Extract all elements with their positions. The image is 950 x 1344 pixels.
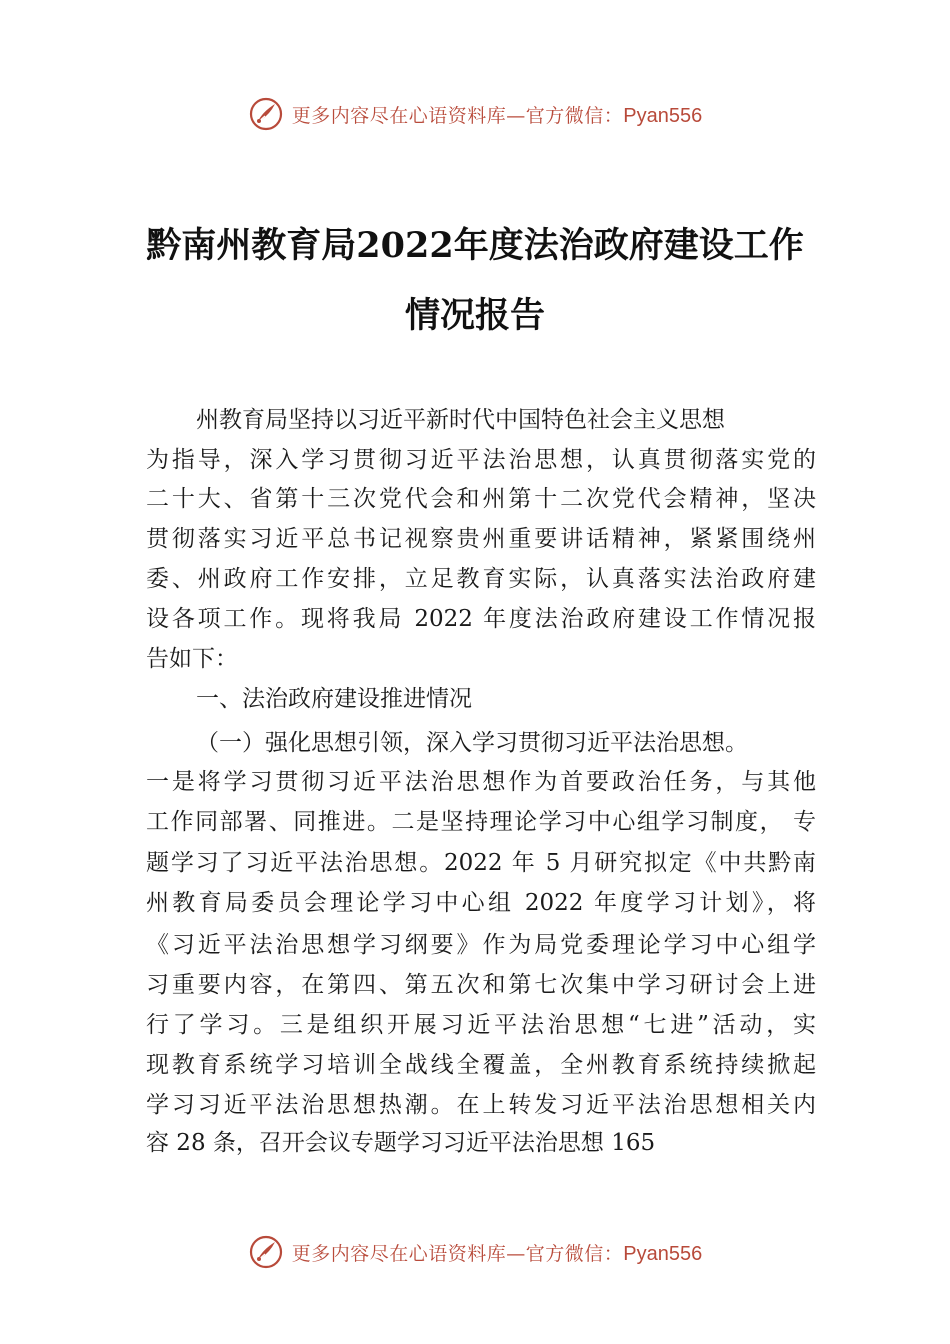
paragraph-line: 州教育局委员会理论学习中心组 2022 年度学习计划》，将 xyxy=(146,890,816,916)
paragraph-line: 工作同部署、同推进。二是坚持理论学习中心组学习制度， 专 xyxy=(146,809,816,835)
paragraph-line: 现教育系统学习培训全战线全覆盖，全州教育系统持续掀起 xyxy=(146,1052,816,1078)
paragraph-line: 学习习近平法治思想热潮。在上转发习近平法治思想相关内 xyxy=(146,1092,816,1118)
paragraph-line: 《习近平法治思想学习纲要》作为局党委理论学习中心组学 xyxy=(146,932,816,958)
quill-seal-logo-icon xyxy=(248,96,284,132)
paragraph-line: 设各项工作。现将我局 2022 年度法治政府建设工作情况报 xyxy=(146,606,816,632)
paragraph-line: 为指导，深入学习贯彻习近平法治思想，认真贯彻落实党的 xyxy=(146,447,816,473)
footer-watermark xyxy=(0,1230,950,1274)
paragraph-line: 容 28 条，召开会议专题学习习近平法治思想 165 xyxy=(146,1130,656,1156)
paragraph-line: 委、州政府工作安排，立足教育实际，认真落实法治政府建 xyxy=(146,566,816,592)
paragraph-line: 贯彻落实习近平总书记视察贵州重要讲话精神，紧紧围绕州 xyxy=(146,526,816,552)
wechat-id: Pyan556 xyxy=(623,1242,703,1265)
watermark-text: 更多内容尽在心语资料库—官方微信：Pyan556 xyxy=(291,1242,703,1265)
paragraph-line: 一是将学习贯彻习近平法治思想作为首要政治任务，与其他 xyxy=(146,769,816,795)
subsection-heading: （一）强化思想引领，深入学习贯彻习近平法治思想。 xyxy=(196,730,748,756)
wechat-id: Pyan556 xyxy=(623,104,703,127)
paragraph-line: 题学习了习近平法治思想。2022 年 5 月研究拟定《中共黔南 xyxy=(146,850,816,876)
paragraph-line: 习重要内容，在第四、第五次和第七次集中学习研讨会上进 xyxy=(146,972,816,998)
paragraph-line: 二十大、省第十三次党代会和州第十二次党代会精神，坚决 xyxy=(146,486,816,512)
watermark-text: 更多内容尽在心语资料库—官方微信：Pyan556 xyxy=(291,104,703,127)
document-title-line-1: 黔南州教育局2022年度法治政府建设工作 xyxy=(146,225,804,266)
document-title-line-2: 情况报告 xyxy=(404,295,545,336)
section-heading: 一、法治政府建设推进情况 xyxy=(196,686,472,712)
paragraph-line: 行了学习。三是组织开展习近平法治思想“七进”活动，实 xyxy=(146,1012,816,1038)
header-watermark xyxy=(0,92,950,136)
paragraph-line: 州教育局坚持以习近平新时代中国特色社会主义思想 xyxy=(196,407,725,433)
quill-seal-logo-icon xyxy=(248,1234,284,1270)
paragraph-line: 告如下： xyxy=(146,646,238,672)
